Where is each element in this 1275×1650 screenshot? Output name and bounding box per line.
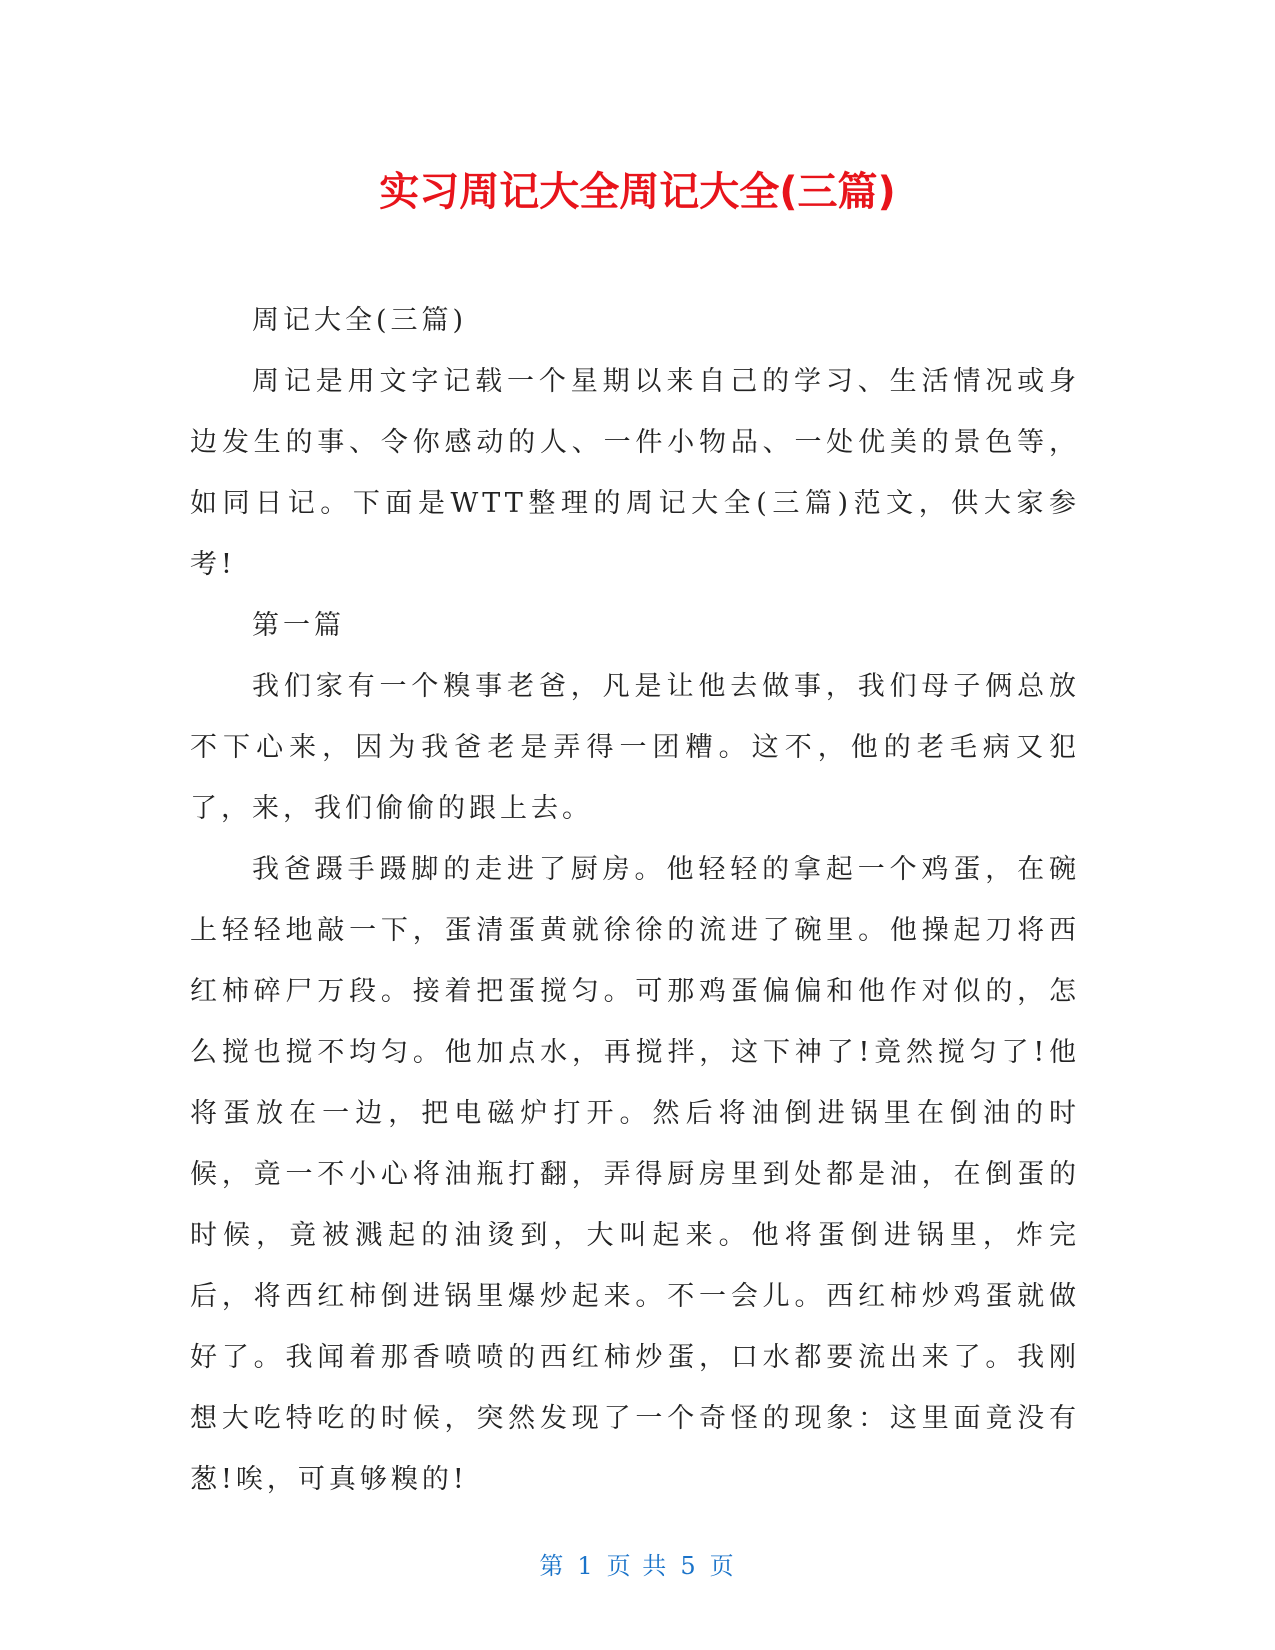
footer-suffix: 页: [709, 1552, 736, 1580]
body-paragraph-1: 我们家有一个糗事老爸，凡是让他去做事，我们母子俩总放不下心来，因为我爸老是弄得一团糟。这不，他的老毛病又犯了，来，我们偷偷的跟上去。: [190, 671, 1080, 824]
document-title: 实习周记大全周记大全(三篇): [379, 169, 896, 215]
document-body: [190, 290, 1080, 1510]
section-label: 第一篇: [252, 610, 345, 641]
footer-total-pages: 5: [680, 1552, 698, 1580]
footer-mid: 页 共: [606, 1552, 669, 1580]
body-paragraph-2: 我爸蹑手蹑脚的走进了厨房。他轻轻的拿起一个鸡蛋，在碗上轻轻地敲一下，蛋清蛋黄就徐徐的流进了碗里。他操起刀将西红柿碎尸万段。接着把蛋搅匀。可那鸡蛋偏偏和他作对似的，怎么搅也搅不均匀。他加点水，再搅拌，这下神了!竟然搅匀了!他将蛋放在一边，把电磁炉打开。然后将油倒进锅里在倒油的时候，竟一不小心将油瓶打翻，弄得厨房里到处都是油，在倒蛋的时候，竟被溅起的油烫到，大叫起来。他将蛋倒进锅里，炸完后，将西红柿倒进锅里爆炒起来。不一会儿。西红柿炒鸡蛋就做好了。我闻着那香喷喷的西红柿炒蛋，口水都要流出来了。我刚想大吃特吃的时候，突然发现了一个奇怪的现象：这里面竟没有葱!唉，可真够糗的!: [190, 854, 1080, 1495]
footer-prefix: 第: [539, 1552, 566, 1580]
page-footer: [0, 1546, 1275, 1581]
footer-current-page: 1: [577, 1552, 595, 1580]
document-heading: 周记大全(三篇): [252, 305, 468, 336]
intro-paragraph: 周记是用文字记载一个星期以来自己的学习、生活情况或身边发生的事、令你感动的人、一件小物品、一处优美的景色等，如同日记。下面是WTT整理的周记大全(三篇)范文，供大家参考!: [190, 366, 1080, 580]
